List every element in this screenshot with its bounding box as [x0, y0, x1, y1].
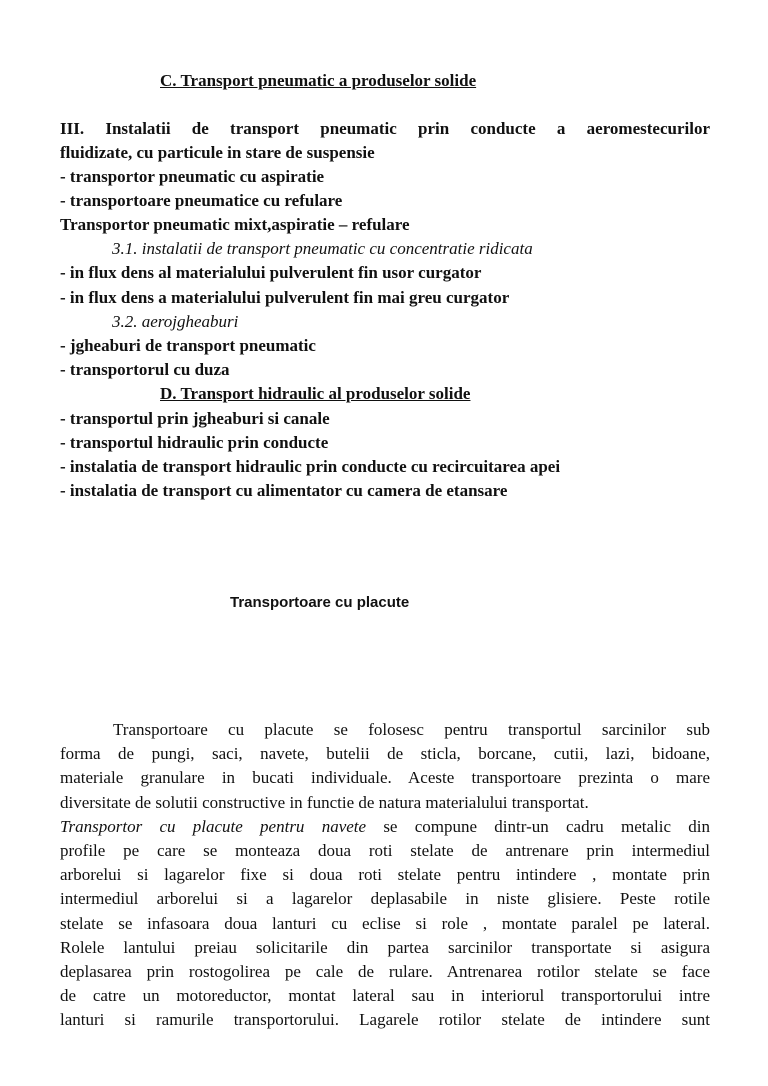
paragraph-line: stelate se infasoara doua lanturi cu eclise si role , montate paralel pe lateral.: [60, 913, 710, 933]
italic-lead: Transportor cu placute pentru navete: [60, 816, 367, 836]
lead-rest: se compune dintr-un cadru metalic din: [366, 816, 710, 836]
list-item: - instalatia de transport cu alimentator cu camera de etansare: [60, 481, 508, 500]
list-item: - transportoare pneumatice cu refulare: [60, 191, 343, 210]
list-item: Transportor pneumatic mixt,aspiratie – refulare: [60, 215, 410, 234]
paragraph-line-lead: [60, 815, 710, 839]
paragraph-line: arborelui si lagarelor fixe si doua roti stelate pentru intindere , montate prin: [60, 865, 710, 885]
paragraph-line: profile pe care se monteaza doua roti stelate de antrenare prin intermediul: [60, 840, 710, 860]
paragraph-line: de catre un motoreductor, montat lateral sau in interiorul transportorului intre: [60, 986, 710, 1006]
paragraph-line: Rolele lantului preiau solicitarile din partea sarcinilor transportate si asigura: [60, 937, 710, 957]
paragraph-line: intermediul arborelui si a lagarelor deplasabile in niste glisiere. Peste rotile: [60, 889, 710, 909]
paragraph-line: deplasarea prin rostogolirea pe cale de rulare. Antrenarea rotilor stelate se face: [60, 961, 710, 981]
list-item: - transportor pneumatic cu aspiratie: [60, 167, 325, 186]
list-item: - transportorul cu duza: [60, 360, 230, 379]
list-item: - in flux dens a materialului pulverulent fin mai greu curgator: [60, 288, 510, 307]
paragraph-line: diversitate de solutii constructive in functie de natura materialului transportat.: [60, 792, 589, 812]
paragraph-line: lanturi si ramurile transportorului. Lagarele rotilor stelate de intindere sunt: [60, 1010, 710, 1030]
section-title: Transportoare cu placute: [230, 594, 410, 611]
list-item: - transportul prin jgheaburi si canale: [60, 409, 330, 428]
heading-d: D. Transport hidraulic al produselor solide: [160, 384, 471, 403]
body-paragraph: [60, 718, 710, 1032]
paragraph-line: Transportoare cu placute se folosesc pentru transportul sarcinilor sub: [113, 720, 710, 739]
list-item: - jgheaburi de transport pneumatic: [60, 336, 316, 355]
list-item: - transportul hidraulic prin conducte: [60, 433, 329, 452]
subsection-3-1-title: 3.1. instalatii de transport pneumatic cu concentratie ridicata: [112, 239, 533, 258]
list-item: - instalatia de transport hidraulic prin conducte cu recircuitarea apei: [60, 457, 561, 476]
paragraph-line: materiale granulare in bucati individuale. Aceste transportoare prezinta o mare: [60, 768, 710, 788]
list-item: - in flux dens al materialului pulverulent fin usor curgator: [60, 263, 482, 282]
section-iii-title-line1: III. Instalatii de transport pneumatic prin conducte a aeromestecurilor: [60, 119, 710, 138]
paragraph-line: forma de pungi, saci, navete, butelii de sticla, borcane, cutii, lazi, bidoane,: [60, 744, 710, 764]
section-iii-title-line2: fluidizate, cu particule in stare de suspensie: [60, 143, 375, 162]
subsection-3-2-title: 3.2. aerojgheaburi: [112, 312, 239, 331]
heading-c: C. Transport pneumatic a produselor solide: [160, 71, 477, 90]
